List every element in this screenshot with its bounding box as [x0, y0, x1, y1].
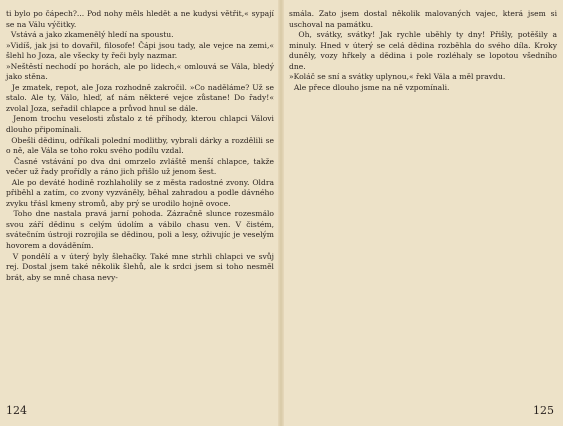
- right-page-number: 125: [533, 404, 554, 417]
- paragraph: »Vidíš, jak jsi to dovařil, filosofe! Čápi jsou tady, ale vejce na zemi,« šlehl ho Joza, ale všecky ty řeči byly nazmar.: [6, 40, 274, 61]
- paragraph: smála. Zato jsem dostal několik malovaných vajec, která jsem si uschoval na památku.: [289, 9, 557, 29]
- paragraph: Jenom trochu veselosti zůstalo z té příhody, kterou chlapci Válovi dlouho připomínali.: [6, 114, 274, 135]
- left-page-number: 124: [6, 404, 27, 417]
- paragraph: »Neštěstí nechodí po horách, ale po lidech,« omlouvá se Vála, bledý jako stěna.: [6, 61, 274, 82]
- book-gutter: [278, 0, 284, 426]
- paragraph: V pondělí a v úterý byly šlehačky. Také mne strhli chlapci ve svůj rej. Dostal jsem také několik šlehů, ale k srdci jsem si toho nesměl brát, aby se mně chasa nevy-: [6, 251, 274, 282]
- paragraph: Oh, svátky, svátky! Jak rychle uběhly ty dny! Přišly, potěšily a minuly. Hned v úterý se celá dědina rozběhla do svého díla. Kroky duněly, vozy hřkely a dědina i pole rozléhaly se lopotou všedního dne.: [289, 30, 557, 71]
- paragraph: Je zmatek, repot, ale Joza rozhodně zakročil. »Co naděláme? Už se stalo. Ale ty, Válo, hleď, ať nám některé vejce zůstane! Do řady!« zvolal Joza, seřadil chlapce a průvod hnul se dále.: [6, 82, 274, 113]
- paragraph: Ale po deváté hodině rozhlaholily se z města radostné zvony. Oldra přiběhl a zatím, co zvony vyzváněly, běhal zahradou a podle dávného zvyku třásl kmeny stromů, aby prý se urodilo hojně ovoce.: [6, 177, 274, 208]
- left-page-text: [6, 9, 274, 283]
- paragraph: Časné vstávání po dva dni omrzelo zvláště menší chlapce, takže večer už řady prořídly a ráno jich přišlo už jenom šest.: [6, 156, 274, 177]
- right-page-text: [289, 9, 557, 93]
- paragraph: Toho dne nastala pravá jarní pohoda. Zázračně slunce rozesmálo svou září dědinu s celým údolím a vábilo chasu ven. V čistém, svátečním ústroji rozrojila se dědinou, poli a lesy, oživujíc je veselým hovorem a dováděním.: [6, 209, 274, 251]
- paragraph: Vstává a jako zkamenělý hledí na spoustu.: [6, 30, 174, 40]
- paragraph: ti bylo po čápech?... Pod nohy měls hledět a ne kudysi větřit,« sypají se na Válu výčitky.: [6, 9, 274, 29]
- paragraph: »Koláč se sní a svátky uplynou,« řekl Vála a měl pravdu.: [289, 72, 506, 82]
- paragraph: Ale přece dlouho jsme na ně vzpomínali.: [289, 82, 450, 92]
- paragraph: Obešli dědinu, odříkali polední modlitby, vybrali dárky a rozdělili se o ně, ale Vála se toho roku svého podílu vzdal.: [6, 135, 274, 156]
